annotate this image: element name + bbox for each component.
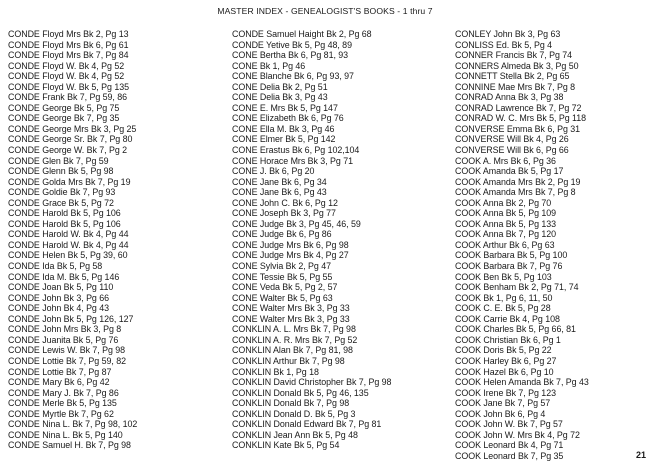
- index-entry: CONRAD Anna Bk 3, Pg 38: [455, 92, 564, 103]
- index-entry: COOK C. E. Bk 5, Pg 28: [455, 303, 551, 314]
- index-entry: CONE Joseph Bk 3, Pg 77: [232, 208, 336, 219]
- index-entry: COOK Doris Bk 5, Pg 22: [455, 345, 552, 356]
- index-entry: CONDE George Bk 7, Pg 35: [8, 113, 120, 124]
- index-entry: COOK Hazel Bk 6, Pg 10: [455, 366, 554, 377]
- index-entry: CONDE Nina L. Bk 5, Pg 140: [8, 429, 123, 440]
- index-entry: CONDE Goldie Bk 7, Pg 93: [8, 187, 116, 198]
- index-entry: CONDE Glen Bk 7, Pg 59: [8, 155, 109, 166]
- index-entry: CONKLIN Alan Bk 7, Pg 81, 98: [232, 345, 353, 356]
- index-entry: CONVERSE Emma Bk 6, Pg 31: [455, 123, 581, 134]
- index-entry: CONE Erastus Bk 6, Pg 102,104: [232, 145, 360, 156]
- index-entry: CONDE George Sr. Bk 7, Pg 80: [8, 134, 133, 145]
- index-entry: COOK John Bk 6, Pg 4: [455, 408, 546, 419]
- index-entry: CONDE Floyd Mrs Bk 2, Pg 13: [8, 29, 129, 39]
- index-entry: COOK Ben Bk 5, Pg 103: [455, 271, 552, 282]
- index-entry: COOK Anna Bk 7, Pg 120: [455, 229, 557, 240]
- index-entry: CONNETT Stella Bk 2, Pg 65: [455, 71, 570, 82]
- index-entry: CONE Walter Mrs Bk 3, Pg 33: [232, 313, 350, 324]
- index-entry: COOK Amanda Mrs Bk 7, Pg 8: [455, 187, 576, 198]
- index-entry: CONDE John Mrs Bk 3, Pg 8: [8, 324, 122, 335]
- index-entry: CONE Walter Bk 5, Pg 63: [232, 292, 333, 303]
- index-entry: CONE Delia Bk 3, Pg 43: [232, 92, 328, 103]
- index-entry: COOK A. Mrs Bk 6, Pg 36: [455, 155, 556, 166]
- index-entry: CONE Veda Bk 5, Pg 2, 57: [232, 282, 338, 293]
- index-entry: CONE E. Mrs Bk 5, Pg 147: [232, 102, 338, 113]
- index-entry: CONKLIN Kate Bk 5, Pg 54: [232, 440, 340, 451]
- page-title: MASTER INDEX - GENEALOGIST'S BOOKS - 1 thru 7: [217, 6, 433, 16]
- index-entry: CONKLIN Arthur Bk 7, Pg 98: [232, 355, 345, 366]
- index-entry: COOK Amanda Mrs Bk 2, Pg 19: [455, 176, 581, 187]
- index-entry: CONDE Grace Bk 5, Pg 72: [8, 197, 114, 208]
- index-entry: CONDE Harold W. Bk 4, Pg 44: [8, 229, 129, 240]
- index-entry: CONDE John Bk 3, Pg 66: [8, 292, 110, 303]
- index-entry: CONKLIN Donald Bk 5, Pg 46, 135: [232, 387, 369, 398]
- index-entry: CONDE Harold W. Bk 4, Pg 44: [8, 239, 129, 250]
- index-entry: COOK Barbara Bk 5, Pg 100: [455, 250, 568, 261]
- index-entry: CONKLIN A. L. Mrs Bk 7, Pg 98: [232, 324, 356, 335]
- index-entry: CONE Jane Bk 6, Pg 43: [232, 187, 327, 198]
- index-entry: COOK Carrie Bk 4, Pg 108: [455, 313, 560, 324]
- index-entry: CONDE Myrtle Bk 7, Pg 62: [8, 408, 114, 419]
- index-entry: CONDE Lewis W. Bk 7, Pg 98: [8, 345, 126, 356]
- index-entry: COOK Arthur Bk 6, Pg 63: [455, 239, 555, 250]
- index-entry: CONDE Ida M. Bk 5, Pg 146: [8, 271, 120, 282]
- index-entry: CONDE George W. Bk 7, Pg 2: [8, 145, 128, 156]
- index-entry: CONE Ella M. Bk 3, Pg 46: [232, 123, 335, 134]
- index-entry: CONE Bertha Bk 6, Pg 81, 93: [232, 50, 349, 61]
- index-entry: CONDE Floyd W. Bk 4, Pg 52: [8, 71, 125, 82]
- index-entry: CONE Judge Mrs Bk 4, Pg 27: [232, 250, 349, 261]
- index-entry: CONE J. Bk 6, Pg 20: [232, 166, 315, 177]
- index-entry: CONDE Lottie Bk 7, Pg 59, 82: [8, 355, 126, 366]
- index-entry: CONDE Floyd Mrs Bk 7, Pg 84: [8, 50, 129, 61]
- index-entry: COOK John W. Bk 7, Pg 57: [455, 419, 563, 430]
- index-entry: CONKLIN Donald Edward Bk 7, Pg 81: [232, 419, 382, 430]
- index-entry: CONRAD Lawrence Bk 7, Pg 72: [455, 102, 582, 113]
- index-entry: CONDE Nina L. Bk 7, Pg 98, 102: [8, 419, 138, 430]
- index-entry: CONDE Samuel H. Bk 7, Pg 98: [8, 440, 131, 451]
- index-entry: CONKLIN Donald D. Bk 5, Pg 3: [232, 408, 356, 419]
- index-entry: COOK Amanda Bk 5, Pg 17: [455, 166, 564, 177]
- index-entry: CONDE George Mrs Bk 3, Pg 25: [8, 123, 137, 134]
- index-entry: CONDE Merle Bk 5, Pg 135: [8, 398, 117, 409]
- index-entry: CONDE Harold Bk 5, Pg 106: [8, 218, 121, 229]
- index-entry: COOK Jane Bk 7, Pg 57: [455, 398, 551, 409]
- index-entry: CONDE Frank Bk 7, Pg 59, 86: [8, 92, 128, 103]
- index-entry: CONE John C. Bk 6, Pg 12: [232, 197, 338, 208]
- index-entry: CONE Elmer Bk 5, Pg 142: [232, 134, 336, 145]
- index-entry: CONDE Glenn Bk 5, Pg 98: [8, 166, 114, 177]
- index-entry: CONNER Francis Bk 7, Pg 74: [455, 50, 573, 61]
- index-entry: CONKLIN Donald Bk 7, Pg 98: [232, 398, 350, 409]
- page-number: 21: [635, 450, 646, 460]
- index-entry: CONE Horace Mrs Bk 3, Pg 71: [232, 155, 353, 166]
- index-entry: CONDE Helen Bk 5, Pg 39, 60: [8, 250, 128, 261]
- index-entry: CONVERSE Will Bk 4, Pg 26: [455, 134, 569, 145]
- index-entry: CONE Jane Bk 6, Pg 34: [232, 176, 327, 187]
- index-entry: CONE Judge Mrs Bk 6, Pg 98: [232, 239, 349, 250]
- index-column-2: [232, 29, 391, 451]
- index-entry: CONVERSE Will Bk 6, Pg 66: [455, 145, 569, 156]
- index-entry: CONDE Mary Bk 6, Pg 42: [8, 377, 110, 388]
- index-entry: CONLISS Ed. Bk 5, Pg 4: [455, 39, 553, 50]
- index-entry: COOK Benham Bk 2, Pg 71, 74: [455, 282, 579, 293]
- index-entry: COOK Leonard Bk 7, Pg 35: [455, 450, 564, 461]
- index-entry: CONRAD W. C. Mrs Bk 5, Pg 118: [455, 113, 587, 124]
- index-entry: CONKLIN Jean Ann Bk 5, Pg 48: [232, 429, 358, 440]
- index-entry: COOK Leonard Bk 4, Pg 71: [455, 440, 564, 451]
- index-entry: COOK Anna Bk 5, Pg 109: [455, 208, 557, 219]
- index-entry: CONE Blanche Bk 6, Pg 93, 97: [232, 71, 354, 82]
- index-column-3: [455, 29, 589, 461]
- index-entry: CONE Tessie Bk 5, Pg 55: [232, 271, 333, 282]
- index-entry: COOK Charles Bk 5, Pg 66, 81: [455, 324, 576, 335]
- index-entry: CONDE Harold Bk 5, Pg 106: [8, 208, 121, 219]
- index-entry: CONDE John Bk 5, Pg 126, 127: [8, 313, 134, 324]
- index-entry: CONDE John Bk 4, Pg 43: [8, 303, 110, 314]
- index-entry: CONDE Ida Bk 5, Pg 58: [8, 261, 103, 272]
- index-entry: COOK John W. Mrs Bk 4, Pg 72: [455, 429, 580, 440]
- index-entry: CONDE Yetive Bk 5, Pg 48, 89: [232, 39, 352, 50]
- index-entry: COOK Bk 1, Pg 6, 11, 50: [455, 292, 553, 303]
- index-entry: COOK Harley Bk 6, Pg 27: [455, 355, 557, 366]
- index-entry: CONDE Joan Bk 5, Pg 110: [8, 282, 114, 293]
- index-column-1: [8, 29, 137, 451]
- index-entry: CONE Walter Mrs Bk 3, Pg 33: [232, 303, 350, 314]
- index-entry: CONE Sylvia Bk 2, Pg 47: [232, 261, 331, 272]
- index-entry: CONE Delia Bk 2, Pg 51: [232, 81, 328, 92]
- index-entry: COOK Helen Amanda Bk 7, Pg 43: [455, 377, 589, 388]
- index-entry: CONKLIN David Christopher Bk 7, Pg 98: [232, 377, 392, 388]
- index-entry: CONLEY John Bk 3, Pg 63: [455, 29, 561, 39]
- index-entry: COOK Christian Bk 6, Pg 1: [455, 334, 561, 345]
- index-entry: COOK Irene Bk 7, Pg 123: [455, 387, 556, 398]
- index-entry: CONDE Juanita Bk 5, Pg 76: [8, 334, 119, 345]
- index-entry: CONNINE Mae Mrs Bk 7, Pg 8: [455, 81, 576, 92]
- index-entry: CONDE Floyd Mrs Bk 6, Pg 61: [8, 39, 129, 50]
- index-entry: CONDE Golda Mrs Bk 7, Pg 19: [8, 176, 131, 187]
- index-entry: COOK Barbara Bk 7, Pg 76: [455, 261, 563, 272]
- index-entry: CONE Judge Bk 3, Pg 45, 46, 59: [232, 218, 361, 229]
- index-entry: CONDE Floyd W. Bk 5, Pg 135: [8, 81, 129, 92]
- index-entry: CONDE Mary J. Bk 7, Pg 86: [8, 387, 119, 398]
- index-entry: CONE Judge Bk 6, Pg 86: [232, 229, 332, 240]
- index-entry: CONKLIN Bk 1, Pg 18: [232, 366, 319, 377]
- index-entry: CONE Elizabeth Bk 6, Pg 76: [232, 113, 344, 124]
- index-entry: COOK Anna Bk 5, Pg 133: [455, 218, 557, 229]
- index-entry: CONDE Floyd W. Bk 4, Pg 52: [8, 60, 125, 71]
- index-entry: CONNERS Almeda Bk 3, Pg 50: [455, 60, 579, 71]
- index-entry: COOK Anna Bk 2, Pg 70: [455, 197, 552, 208]
- index-entry: CONDE Lottie Bk 7, Pg 87: [8, 366, 112, 377]
- index-entry: CONDE Samuel Haight Bk 2, Pg 68: [232, 29, 372, 39]
- index-entry: CONKLIN A. R. Mrs Bk 7, Pg 52: [232, 334, 358, 345]
- index-entry: CONDE George Bk 5, Pg 75: [8, 102, 120, 113]
- index-entry: CONE Bk 1, Pg 46: [232, 60, 306, 71]
